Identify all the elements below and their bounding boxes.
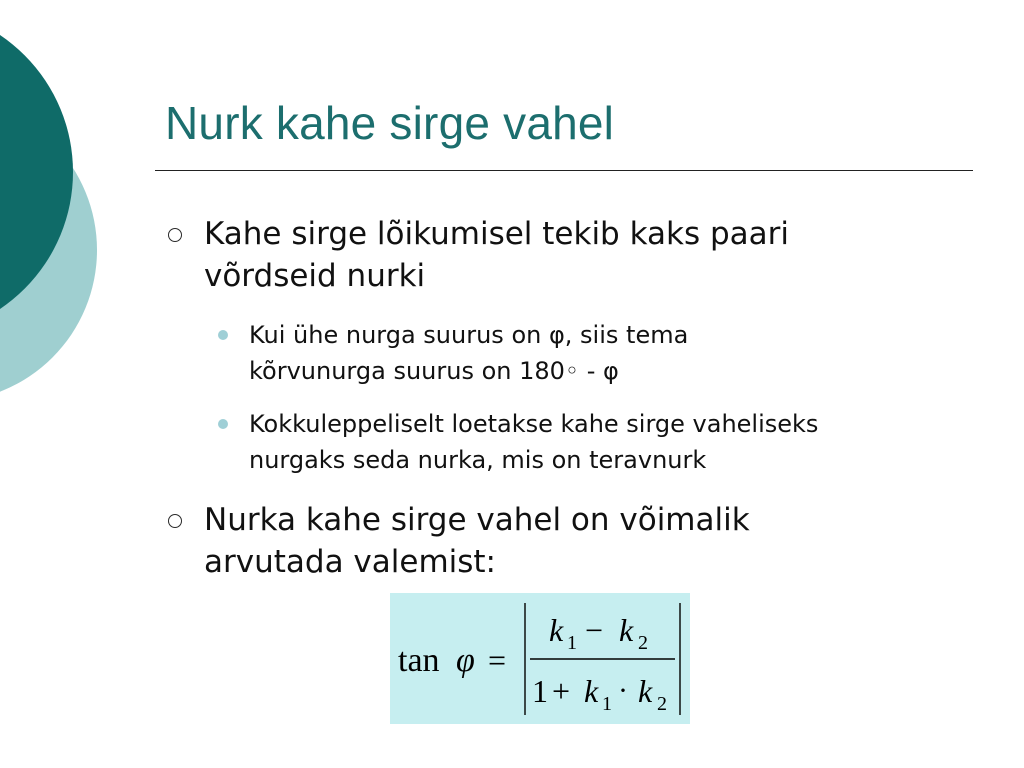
- numerator-k2: k: [619, 612, 634, 648]
- bullet-text-line: võrdseid nurki: [204, 258, 426, 294]
- sub-bullet-text: [249, 317, 969, 389]
- formula-equals: =: [488, 642, 507, 678]
- sub-bullet-text-line: nurgaks seda nurka, mis on teravnurk: [249, 446, 707, 474]
- denominator-one: 1: [532, 673, 548, 709]
- formula-tan: tan: [398, 642, 440, 679]
- dot-bullet-icon: [218, 419, 228, 429]
- slide-title: Nurk kahe sirge vahel: [165, 97, 615, 149]
- numerator-minus: −: [585, 612, 604, 648]
- dot-bullet-icon: [218, 330, 228, 340]
- numerator-k1: k: [549, 612, 564, 648]
- denominator-k2: k: [638, 673, 653, 709]
- hollow-circle-bullet-icon: [168, 514, 182, 528]
- sub-bullet-text: [249, 406, 969, 478]
- denominator-dot: ·: [618, 674, 628, 707]
- formula-phi: φ: [456, 642, 475, 679]
- hollow-circle-bullet-icon: [168, 228, 182, 242]
- numerator-sub1: 1: [567, 632, 577, 654]
- denominator-k1: k: [584, 673, 599, 709]
- denominator-sub2: 2: [657, 693, 667, 715]
- bullet-text-line: arvutada valemist:: [204, 544, 497, 580]
- formula-svg: [390, 593, 690, 724]
- sub-bullet-text-line: kõrvunurga suurus on 180◦ - φ: [249, 357, 619, 385]
- sub-bullet-text-line: Kui ühe nurga suurus on φ, siis tema: [249, 321, 689, 349]
- decorative-circles: [0, 0, 110, 420]
- title-divider: [155, 170, 973, 171]
- sub-bullet-text-line: Kokkuleppeliselt loetakse kahe sirge vaheliseks: [249, 410, 819, 438]
- bullet-text: [204, 213, 924, 297]
- bullet-text-line: Kahe sirge lõikumisel tekib kaks paari: [204, 216, 789, 252]
- formula-box: [390, 593, 690, 724]
- denominator-sub1: 1: [602, 693, 612, 715]
- denominator-plus: +: [552, 673, 571, 709]
- numerator-sub2: 2: [638, 632, 648, 654]
- bullet-text: [204, 499, 924, 583]
- bullet-text-line: Nurka kahe sirge vahel on võimalik: [204, 502, 750, 538]
